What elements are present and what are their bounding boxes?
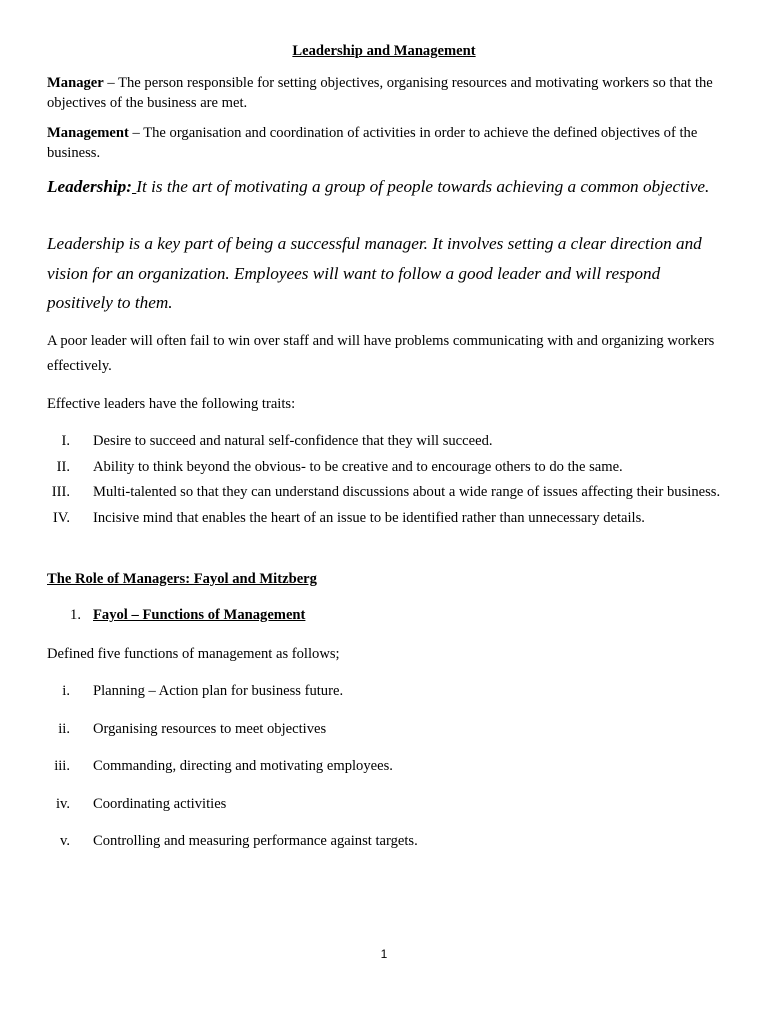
leadership-term: Leadership: (47, 177, 132, 196)
page-number: 1 (380, 947, 388, 961)
list-item-number: iii. (54, 758, 70, 774)
list-item-number: i. (62, 683, 70, 699)
list-item-number: iv. (55, 795, 70, 812)
page-title: Leadership and Management (292, 43, 476, 59)
management-term: Management (47, 125, 129, 141)
list-item (0, 795, 722, 814)
traits-intro: Effective leaders have the following traits: (47, 396, 296, 412)
list-item (0, 832, 722, 851)
list-item (0, 757, 722, 776)
manager-definition-text: – The person responsible for setting objectives, organising resources and motivating workers so that the objectives of the business are met. (47, 75, 713, 111)
subsection-number: 1. (70, 607, 81, 623)
list-item-number: I. (61, 433, 70, 449)
list-item (0, 720, 722, 739)
poor-leader-paragraph: A poor leader will often fail to win over staff and will have problems communicating with and organizing workers effectively. (47, 333, 715, 374)
list-item (0, 682, 722, 701)
list-item-number: v. (60, 833, 70, 849)
functions-intro: Defined five functions of management as follows; (47, 646, 340, 662)
list-item-text: Desire to succeed and natural self-confidence that they will succeed. (93, 433, 493, 449)
leadership-definition (47, 176, 722, 198)
management-definition-text: – The organisation and coordination of activities in order to achieve the defined objectives of the business. (47, 125, 698, 161)
list-item-text: Commanding, directing and motivating employees. (93, 758, 393, 774)
list-item-text: Incisive mind that enables the heart of an issue to be identified rather than unnecessary details. (93, 509, 645, 526)
list-item-number: ii. (58, 720, 70, 737)
list-item-number: IV. (52, 509, 70, 526)
list-item-number: II. (56, 458, 70, 475)
functions-list (0, 682, 722, 870)
subsection-label: Fayol – Functions of Management (93, 607, 306, 623)
subsection-heading (0, 607, 722, 624)
list-item-text: Controlling and measuring performance against targets. (93, 833, 418, 849)
list-item (0, 455, 722, 481)
management-definition (47, 124, 722, 163)
subsection-list (0, 607, 722, 624)
list-item-text: Coordinating activities (93, 795, 227, 812)
manager-definition (47, 74, 722, 113)
list-item-text: Planning – Action plan for business future. (93, 683, 344, 699)
list-item-number: III. (51, 484, 70, 500)
list-item-text: Ability to think beyond the obvious- to be creative and to encourage others to do the same. (93, 458, 623, 475)
list-item (0, 506, 722, 532)
traits-list (0, 429, 722, 531)
list-item (0, 429, 722, 455)
list-item (0, 480, 722, 506)
list-item-text: Multi-talented so that they can understand discussions about a wide range of issues affecting their business. (93, 484, 721, 500)
manager-term: Manager (47, 75, 104, 91)
leadership-paragraph: Leadership is a key part of being a successful manager. It involves setting a clear direction and vision for an organization. Employees will want to follow a good leader and will respond positively to them. (47, 234, 702, 312)
list-item-text: Organising resources to meet objectives (93, 720, 327, 737)
section-heading: The Role of Managers: Fayol and Mitzberg (47, 571, 317, 587)
leadership-definition-text: It is the art of motivating a group of people towards achieving a common objective. (136, 177, 710, 196)
